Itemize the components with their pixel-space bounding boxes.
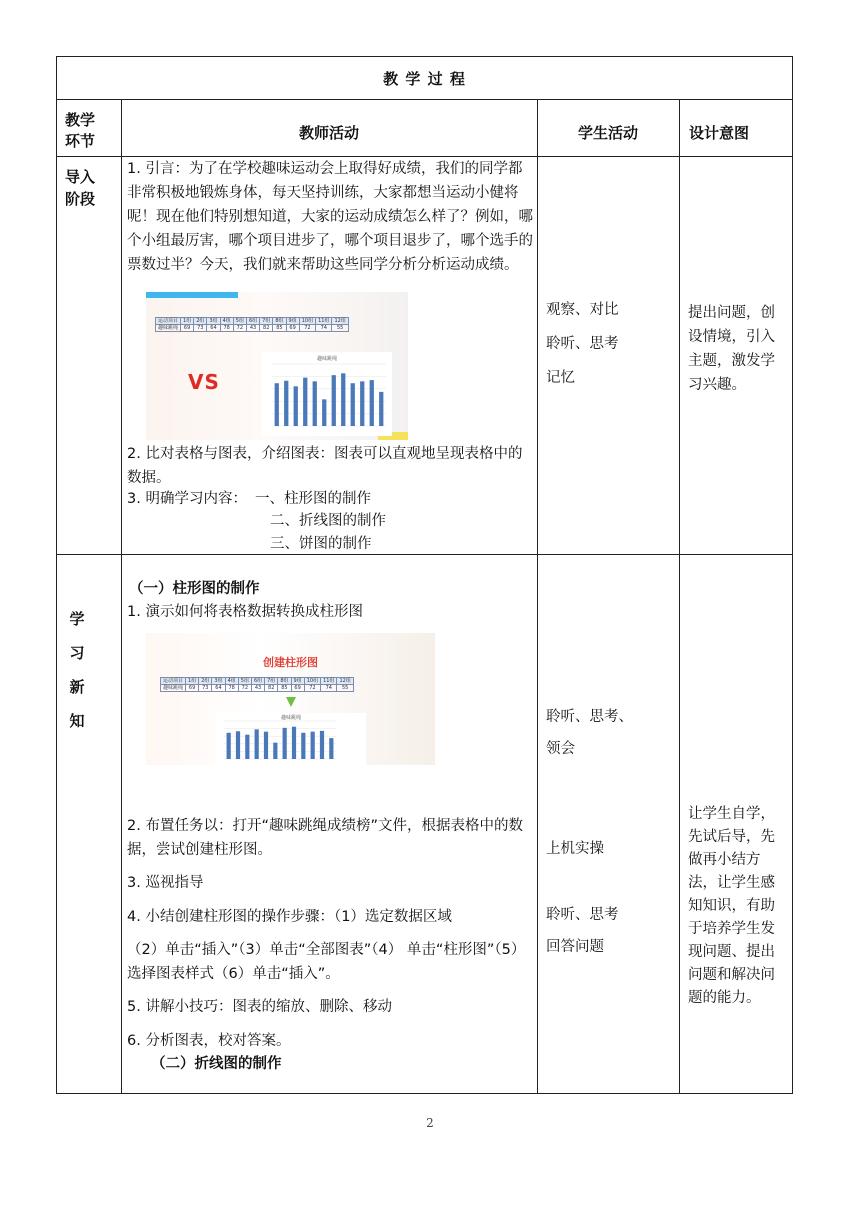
bar-chart-svg [216,713,366,765]
bar-5组 [313,381,317,426]
arrow-down-icon [286,697,296,707]
table-category-cell: 6组 [251,678,264,685]
table-value-cell: 85 [273,325,286,332]
table-value-cell: 64 [207,325,220,332]
image-data-table [155,317,349,332]
table-value-cell: 82 [265,685,278,692]
chart-title: 趣味跳绳 [316,356,337,362]
table-category-cell: 1组 [181,318,194,325]
bar-1组 [227,733,231,759]
table-category-cell: 7组 [260,318,273,325]
table-category-cell: 9组 [291,678,304,685]
page-number: 2 [426,1116,434,1130]
header-design-intent: 设计意图 [689,124,750,142]
bar-4组 [255,729,259,759]
create-bar-chart-image [146,633,435,765]
table-category-cell: 10组 [304,678,320,685]
table-category-cell: 2组 [199,678,212,685]
design-intent-intro: 提出问题，创设情境，引入主题，激发学习兴趣。 [688,305,775,393]
bar-10组 [311,732,315,759]
student-activity-3: 记忆 [546,370,575,386]
step-4a: 4. 小结创建柱形图的操作步骤：（1）选定数据区域 [127,909,452,925]
bar-9组 [351,383,355,426]
table-category-cell: 3组 [212,678,225,685]
compare-paragraph: 2. 比对表格与图表，介绍图表：图表可以直观地呈现表格中的数据。 [127,446,523,486]
bar-1组 [275,383,279,426]
table-value-cell: 72 [238,685,251,692]
bar-6组 [273,743,277,759]
header-student-activity: 学生活动 [577,124,638,142]
table-category-cell: 3组 [207,318,220,325]
table-row-label: 趣味跳绳 [156,325,181,332]
image-bar-chart [262,352,392,436]
table-category-cell: 7组 [265,678,278,685]
table-category-cell: 9组 [286,318,299,325]
bar-2组 [284,381,288,426]
table-category-cell: 1组 [186,678,199,685]
bar-12组 [379,392,383,426]
image-title: 创建柱形图 [263,656,318,669]
bar-10组 [360,381,364,426]
table-value-cell: 55 [337,685,353,692]
image-bar-chart [216,713,366,765]
table-category-cell: 12组 [332,318,348,325]
table-value-cell: 73 [199,685,212,692]
table-category-cell: 10组 [299,318,315,325]
bar-9组 [301,733,305,759]
bar-6组 [322,399,326,426]
stage-new-knowledge [67,602,87,738]
table-category-cell: 8组 [273,318,286,325]
table-value-cell: 72 [299,325,315,332]
image-accent-bar [146,292,238,298]
table-value-cell: 43 [246,325,259,332]
table-category-cell: 4组 [225,678,238,685]
table-category-cell: 5组 [238,678,251,685]
student-activity-practice: 上机实操 [546,841,604,857]
step-3: 3. 巡视指导 [127,875,204,891]
table-category-cell: 5组 [233,318,246,325]
table-value-cell: 69 [286,325,299,332]
table-value-cell: 64 [212,685,225,692]
table-category-cell: 12组 [337,678,353,685]
bar-7组 [332,375,336,426]
bar-5组 [264,732,268,759]
bar-3组 [294,386,298,426]
bar-2组 [236,731,240,759]
table-row-label: 趣味跳绳 [161,685,186,692]
vs-label: VS [188,370,220,394]
step-6: 6. 分析图表，校对答案。 [127,1033,291,1049]
table-value-cell: 55 [332,325,348,332]
step-4b: （2）单击“插入”（3）单击“全部图表”（4） 单击“柱形图”（5）选择图表样式（6）单击“插入”。 [127,942,526,982]
design-intent-new-knowledge: 让学生自学，先试后导，先做再小结方法，让学生感知知识，有助于培养学生发现问题、提出问题和解决问题的能力。 [688,806,775,1006]
content-item-1: 一、柱形图的制作 [255,491,371,507]
table-value-cell: 78 [225,685,238,692]
header-teacher-activity: 教师活动 [298,124,359,142]
table-title: 教 学 过 程 [383,70,466,88]
bar-8组 [292,727,296,759]
table-value-cell: 78 [220,325,233,332]
header-stage: 教学 环节 [65,111,96,150]
table-value-cell: 43 [251,685,264,692]
student-activity-listen: 聆听、思考、 领会 [546,709,633,757]
table-value-cell: 74 [321,685,337,692]
bar-chart-svg [262,352,392,436]
table-value-cell: 73 [194,325,207,332]
col-divider [679,99,680,1094]
chart-title: 趣味跳绳 [280,715,301,721]
table-value-cell: 72 [304,685,320,692]
step-2-task: 2. 布置任务以：打开“趣味跳绳成绩榜”文件，根据表格中的数据，尝试创建柱形图。 [127,818,523,858]
bar-11组 [320,731,324,759]
bar-4组 [303,378,307,426]
table-category-cell: 11组 [316,318,332,325]
stage-char: 新 [69,678,85,696]
row-divider [57,554,792,555]
teaching-process-table [56,56,793,1094]
table-value-cell: 69 [291,685,304,692]
section-bar-chart-heading: （一）柱形图的制作 [129,581,260,597]
table-category-cell: 4组 [220,318,233,325]
table-category-cell: 6组 [246,318,259,325]
table-category-cell: 11组 [321,678,337,685]
table-header-cell: 运动项目 [161,678,186,685]
row-divider [57,99,792,100]
table-category-cell: 2组 [194,318,207,325]
student-activity-2: 聆听、思考 [546,336,619,352]
content-item-2: 二、折线图的制作 [270,513,386,529]
table-value-cell: 82 [260,325,273,332]
bar-3组 [245,735,249,759]
stage-intro: 导入 阶段 [65,168,96,208]
step-5: 5. 讲解小技巧：图表的缩放、删除、移动 [127,999,392,1015]
stage-char: 知 [69,712,85,730]
section-line-chart-heading: （二）折线图的制作 [151,1056,282,1072]
table-category-cell: 8组 [278,678,291,685]
table-value-cell: 69 [181,325,194,332]
col-divider [121,99,122,1094]
table-vs-chart-image [146,292,408,440]
content-label: 3. 明确学习内容： [127,491,247,507]
table-value-cell: 69 [186,685,199,692]
table-value-cell: 72 [233,325,246,332]
table-header-cell: 运动项目 [156,318,181,325]
bar-7组 [283,728,287,759]
bar-8组 [341,373,345,426]
table-value-cell: 74 [316,325,332,332]
intro-paragraph: 1. 引言：为了在学校趣味运动会上取得好成绩，我们的同学都非常积极地锻炼身体，每天坚持训练，大家都想当运动小健将呢！现在他们特别想知道，大家的运动成绩怎么样了？例如，哪个小组最厉害，哪个项目进步了，哪个项目退步了，哪个选手的票数过半？今天，我们就来帮助这些同学分析分析运动成绩。 [127,161,533,273]
bar-11组 [370,380,374,426]
student-activity-answer: 聆听、思考 回答问题 [546,907,619,955]
stage-char: 习 [69,644,85,662]
content-item-3: 三、饼图的制作 [270,536,372,552]
stage-char: 学 [69,610,85,628]
col-divider [537,99,538,1094]
bar-12组 [329,738,333,759]
student-activity-1: 观察、对比 [546,302,619,318]
table-value-cell: 85 [278,685,291,692]
image-data-table [160,677,354,692]
step-1: 1. 演示如何将表格数据转换成柱形图 [127,604,363,620]
